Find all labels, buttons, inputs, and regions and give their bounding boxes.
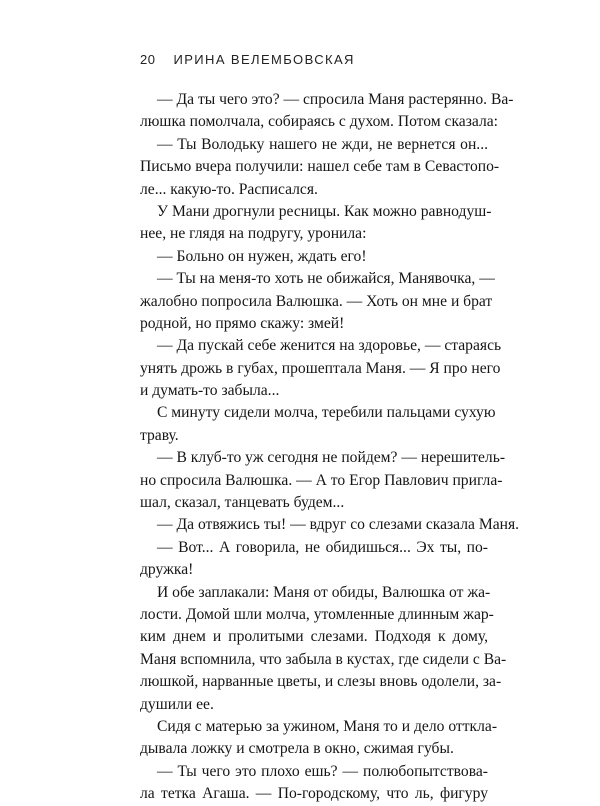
text-line: У Мани дрогнули ресницы. Как можно равнодуш- bbox=[157, 202, 492, 220]
text-line: С минуту сидели молча, теребили пальцами сухую bbox=[157, 404, 496, 422]
text-line: Маня вспомнила, что забыла в кустах, где сидели с Ва- bbox=[140, 650, 507, 668]
text-line: И обе заплакали: Маня от обиды, Валюшка от жа- bbox=[157, 583, 491, 601]
text-line: Письмо вчера получили: нашел себе там в Севастопо- bbox=[140, 158, 500, 176]
text-line: ким днем и пролитыми слезами. Подходя к дому, bbox=[140, 628, 488, 646]
text-line: — Больно он нужен, ждать его! bbox=[157, 247, 367, 265]
text-line: ле... какую-то. Расписался. bbox=[140, 180, 318, 198]
text-line: Сидя с матерью за ужином, Маня то и дело отткла- bbox=[157, 717, 498, 735]
text-line: дружка! bbox=[140, 561, 194, 579]
text-line: — В клуб-то уж сегодня не пойдем? — нерешитель- bbox=[157, 449, 506, 467]
text-line: жалобно попросила Валюшка. — Хоть он мне и брат bbox=[140, 292, 493, 310]
text-line: — Вот... А говорила, не обидишься... Эх ты, по- bbox=[157, 538, 488, 556]
text-line: и думать-то забыла... bbox=[140, 382, 280, 400]
text-line: — Ты на меня-то хоть не обижайся, Манявочка, — bbox=[157, 270, 495, 288]
text-line: лости. Домой шли молча, утомленные длинным жар- bbox=[140, 605, 494, 623]
text-line: — Да ты чего это? — спросила Маня растерянно. Ва- bbox=[157, 91, 514, 108]
author-name: ИРИНА ВЕЛЕМБОВСКАЯ bbox=[173, 52, 355, 67]
text-line: но спросила Валюшка. — А то Егор Павлович пригла- bbox=[140, 471, 503, 489]
text-line: нее, не глядя на подругу, уронила: bbox=[140, 225, 367, 243]
text-line: — Ты чего это плохо ешь? — полюбопытствова- bbox=[157, 762, 488, 780]
text-line: дывала ложку и смотрела в окно, сжимая губы. bbox=[140, 740, 454, 758]
text-line: — Ты Володьку нашего не жди, не вернется он... bbox=[157, 135, 488, 153]
page-number: 20 bbox=[140, 52, 156, 67]
running-head bbox=[140, 52, 355, 67]
text-line: душили ее. bbox=[140, 695, 214, 713]
text-line: — Да пускай себе женится на здоровье, — стараясь bbox=[157, 337, 502, 355]
text-line: люшка помолчала, собираясь с духом. Потом сказала: bbox=[140, 113, 498, 131]
text-line: люшкой, нарванные цветы, и слезы вновь одолели, за- bbox=[140, 673, 502, 691]
text-line: ла тетка Агаша. — По-городскому, что ль, фигуру bbox=[140, 785, 488, 803]
text-line: унять дрожь в губах, прошептала Маня. — Я про него bbox=[140, 359, 501, 377]
body-text bbox=[140, 89, 520, 806]
text-line: — Да отвяжись ты! — вдруг со слезами сказала Маня. bbox=[157, 516, 520, 534]
text-line: родной, но прямо скажу: змей! bbox=[140, 314, 345, 332]
text-line: траву. bbox=[140, 426, 179, 444]
text-line: шал, сказал, танцевать будем... bbox=[140, 494, 345, 512]
